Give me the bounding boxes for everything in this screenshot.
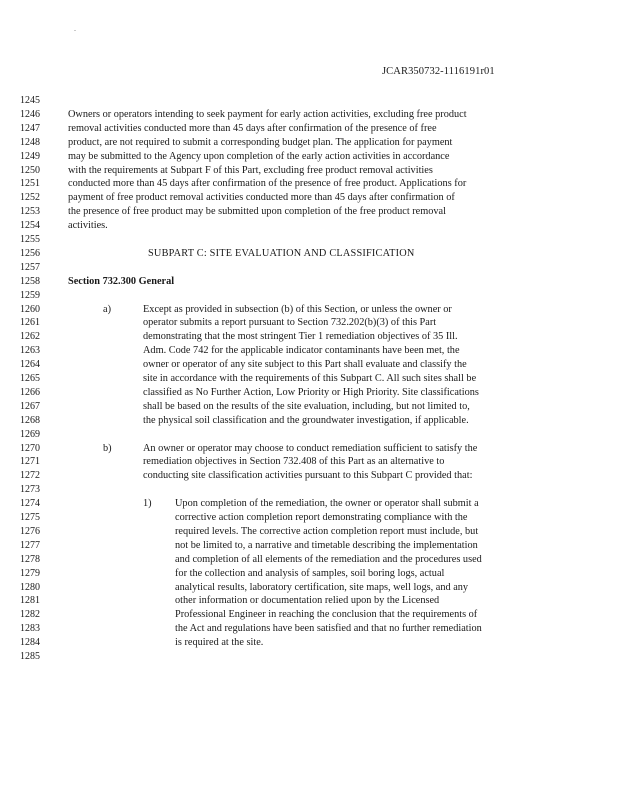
line-number: 1264 <box>20 359 40 371</box>
line-number: 1247 <box>20 122 40 134</box>
text-line <box>0 512 618 526</box>
line-text: payment of free product removal activities conducted more than 45 days after confirmation of <box>68 192 455 204</box>
line-number: 1265 <box>20 373 40 384</box>
text-line <box>0 470 618 484</box>
line-number: 1268 <box>20 414 40 426</box>
line-text: Professional Engineer in reaching the conclusion that the requirements of <box>175 609 478 621</box>
line-text: and completion of all elements of the remediation and the procedures used <box>175 553 482 565</box>
text-line <box>0 582 618 596</box>
line-number: 1253 <box>20 206 40 218</box>
text-line <box>0 234 618 248</box>
subpart-title: SUBPART C: SITE EVALUATION AND CLASSIFICATION <box>148 247 415 259</box>
line-text: operator submits a report pursuant to Section 732.202(b)(3) of this Part <box>143 317 437 329</box>
line-text: other information or documentation relied upon by the Licensed <box>175 595 440 607</box>
text-line <box>0 262 618 276</box>
line-number: 1260 <box>20 303 40 315</box>
line-number: 1246 <box>20 108 40 120</box>
line-number: 1269 <box>20 428 40 440</box>
line-number: 1274 <box>20 498 40 510</box>
subsection-marker: b) <box>103 442 112 454</box>
line-number: 1258 <box>20 275 40 287</box>
text-line <box>0 429 618 443</box>
line-number: 1280 <box>20 581 40 593</box>
text-line <box>0 637 618 651</box>
line-text: Adm. Code 742 for the applicable indicator contaminants have been met, the <box>143 345 460 357</box>
line-text: analytical results, laboratory certification, site maps, well logs, and any <box>175 581 469 593</box>
line-text: the presence of free product may be submitted upon completion of the free product removal <box>68 206 446 218</box>
line-text: conducting site classification activities pursuant to this Subpart C provided that: <box>143 470 473 482</box>
line-number: 1266 <box>20 386 40 398</box>
text-line <box>0 151 618 165</box>
text-line <box>0 526 618 540</box>
line-text: demonstrating that the most stringent Tier 1 remediation objectives of 35 Ill. <box>143 331 458 343</box>
text-line <box>0 554 618 568</box>
line-number: 1279 <box>20 567 40 579</box>
line-text: required levels. The corrective action completion report must include, but <box>175 525 479 537</box>
line-number: 1252 <box>20 192 40 204</box>
line-text: for the collection and analysis of samples, soil boring logs, actual <box>175 567 445 579</box>
stray-mark: . <box>74 24 76 33</box>
line-number: 1285 <box>20 651 40 662</box>
line-number: 1255 <box>20 234 40 245</box>
text-line <box>0 568 618 582</box>
line-number: 1261 <box>20 317 40 329</box>
line-number: 1271 <box>20 456 40 468</box>
text-line <box>0 345 618 359</box>
text-line <box>0 304 618 318</box>
line-text: the physical soil classification and the groundwater investigation, if applicable. <box>143 414 469 426</box>
line-text: site in accordance with the requirements of this Subpart C. All such sites shall be <box>143 373 477 384</box>
line-text: classified as No Further Action, Low Priority or High Priority. Site classifications <box>143 386 479 398</box>
line-text: not be limited to, a narrative and timetable describing the implementation <box>175 539 478 551</box>
text-line <box>0 415 618 429</box>
line-text: owner or operator of any site subject to this Part shall evaluate and classify the <box>143 359 467 371</box>
line-text: Upon completion of the remediation, the owner or operator shall submit a <box>175 498 479 510</box>
text-line <box>0 443 618 457</box>
text-line <box>0 595 618 609</box>
text-line <box>0 623 618 637</box>
line-number: 1276 <box>20 525 40 537</box>
subsection-marker: a) <box>103 303 111 315</box>
line-number: 1262 <box>20 331 40 343</box>
line-number: 1284 <box>20 637 40 649</box>
text-line <box>0 484 618 498</box>
line-number: 1270 <box>20 442 40 454</box>
text-line <box>0 359 618 373</box>
text-line <box>0 178 618 192</box>
text-line <box>0 248 618 262</box>
line-number: 1282 <box>20 609 40 621</box>
section-heading: Section 732.300 General <box>68 275 175 287</box>
text-line <box>0 498 618 512</box>
line-number: 1273 <box>20 484 40 496</box>
line-text: corrective action completion report demonstrating compliance with the <box>175 512 468 523</box>
line-text: conducted more than 45 days after confirmation of the presence of free product. Applications for <box>68 178 467 190</box>
line-number: 1251 <box>20 178 40 190</box>
line-number: 1275 <box>20 512 40 523</box>
line-number: 1272 <box>20 470 40 482</box>
text-line <box>0 192 618 206</box>
text-line <box>0 373 618 387</box>
line-text: removal activities conducted more than 45 days after confirmation of the presence of free <box>68 122 437 134</box>
text-line <box>0 123 618 137</box>
text-line <box>0 206 618 220</box>
line-number: 1248 <box>20 136 40 148</box>
line-number: 1250 <box>20 164 40 176</box>
line-text: activities. <box>68 220 108 232</box>
line-text: with the requirements at Subpart F of this Part, excluding free product removal activities <box>68 164 433 176</box>
line-number: 1281 <box>20 595 40 607</box>
line-text: shall be based on the results of the site evaluation, including, but not limited to, <box>143 400 470 412</box>
line-number: 1257 <box>20 261 40 273</box>
line-text: Owners or operators intending to seek payment for early action activities, excluding free product <box>68 108 467 120</box>
text-line <box>0 276 618 290</box>
text-line <box>0 401 618 415</box>
line-number: 1259 <box>20 289 40 301</box>
text-line <box>0 220 618 234</box>
line-number: 1278 <box>20 553 40 565</box>
line-text: is required at the site. <box>175 637 264 649</box>
line-text: remediation objectives in Section 732.408 of this Part as an alternative to <box>143 456 445 468</box>
line-number: 1256 <box>20 247 40 259</box>
line-number: 1263 <box>20 345 40 357</box>
line-text: the Act and regulations have been satisfied and that no further remediation <box>175 623 482 635</box>
text-line <box>0 95 618 109</box>
text-line <box>0 331 618 345</box>
document-code-header: JCAR350732-1116191r01 <box>382 66 495 77</box>
line-text: An owner or operator may choose to conduct remediation sufficient to satisfy the <box>143 442 478 454</box>
line-text: Except as provided in subsection (b) of this Section, or unless the owner or <box>143 303 452 315</box>
line-number: 1254 <box>20 220 40 232</box>
text-line <box>0 651 618 665</box>
subsection-marker: 1) <box>143 498 152 510</box>
line-number: 1283 <box>20 623 40 635</box>
line-number: 1267 <box>20 400 40 412</box>
text-line <box>0 137 618 151</box>
text-line <box>0 387 618 401</box>
text-line <box>0 540 618 554</box>
line-text: may be submitted to the Agency upon completion of the early action activities in accordance <box>68 150 450 162</box>
text-line <box>0 456 618 470</box>
text-line <box>0 165 618 179</box>
line-number: 1277 <box>20 539 40 551</box>
line-text: product, are not required to submit a corresponding budget plan. The application for payment <box>68 136 453 148</box>
line-number: 1245 <box>20 95 40 106</box>
text-line <box>0 109 618 123</box>
line-number: 1249 <box>20 150 40 162</box>
text-line <box>0 609 618 623</box>
text-line <box>0 317 618 331</box>
text-line <box>0 290 618 304</box>
